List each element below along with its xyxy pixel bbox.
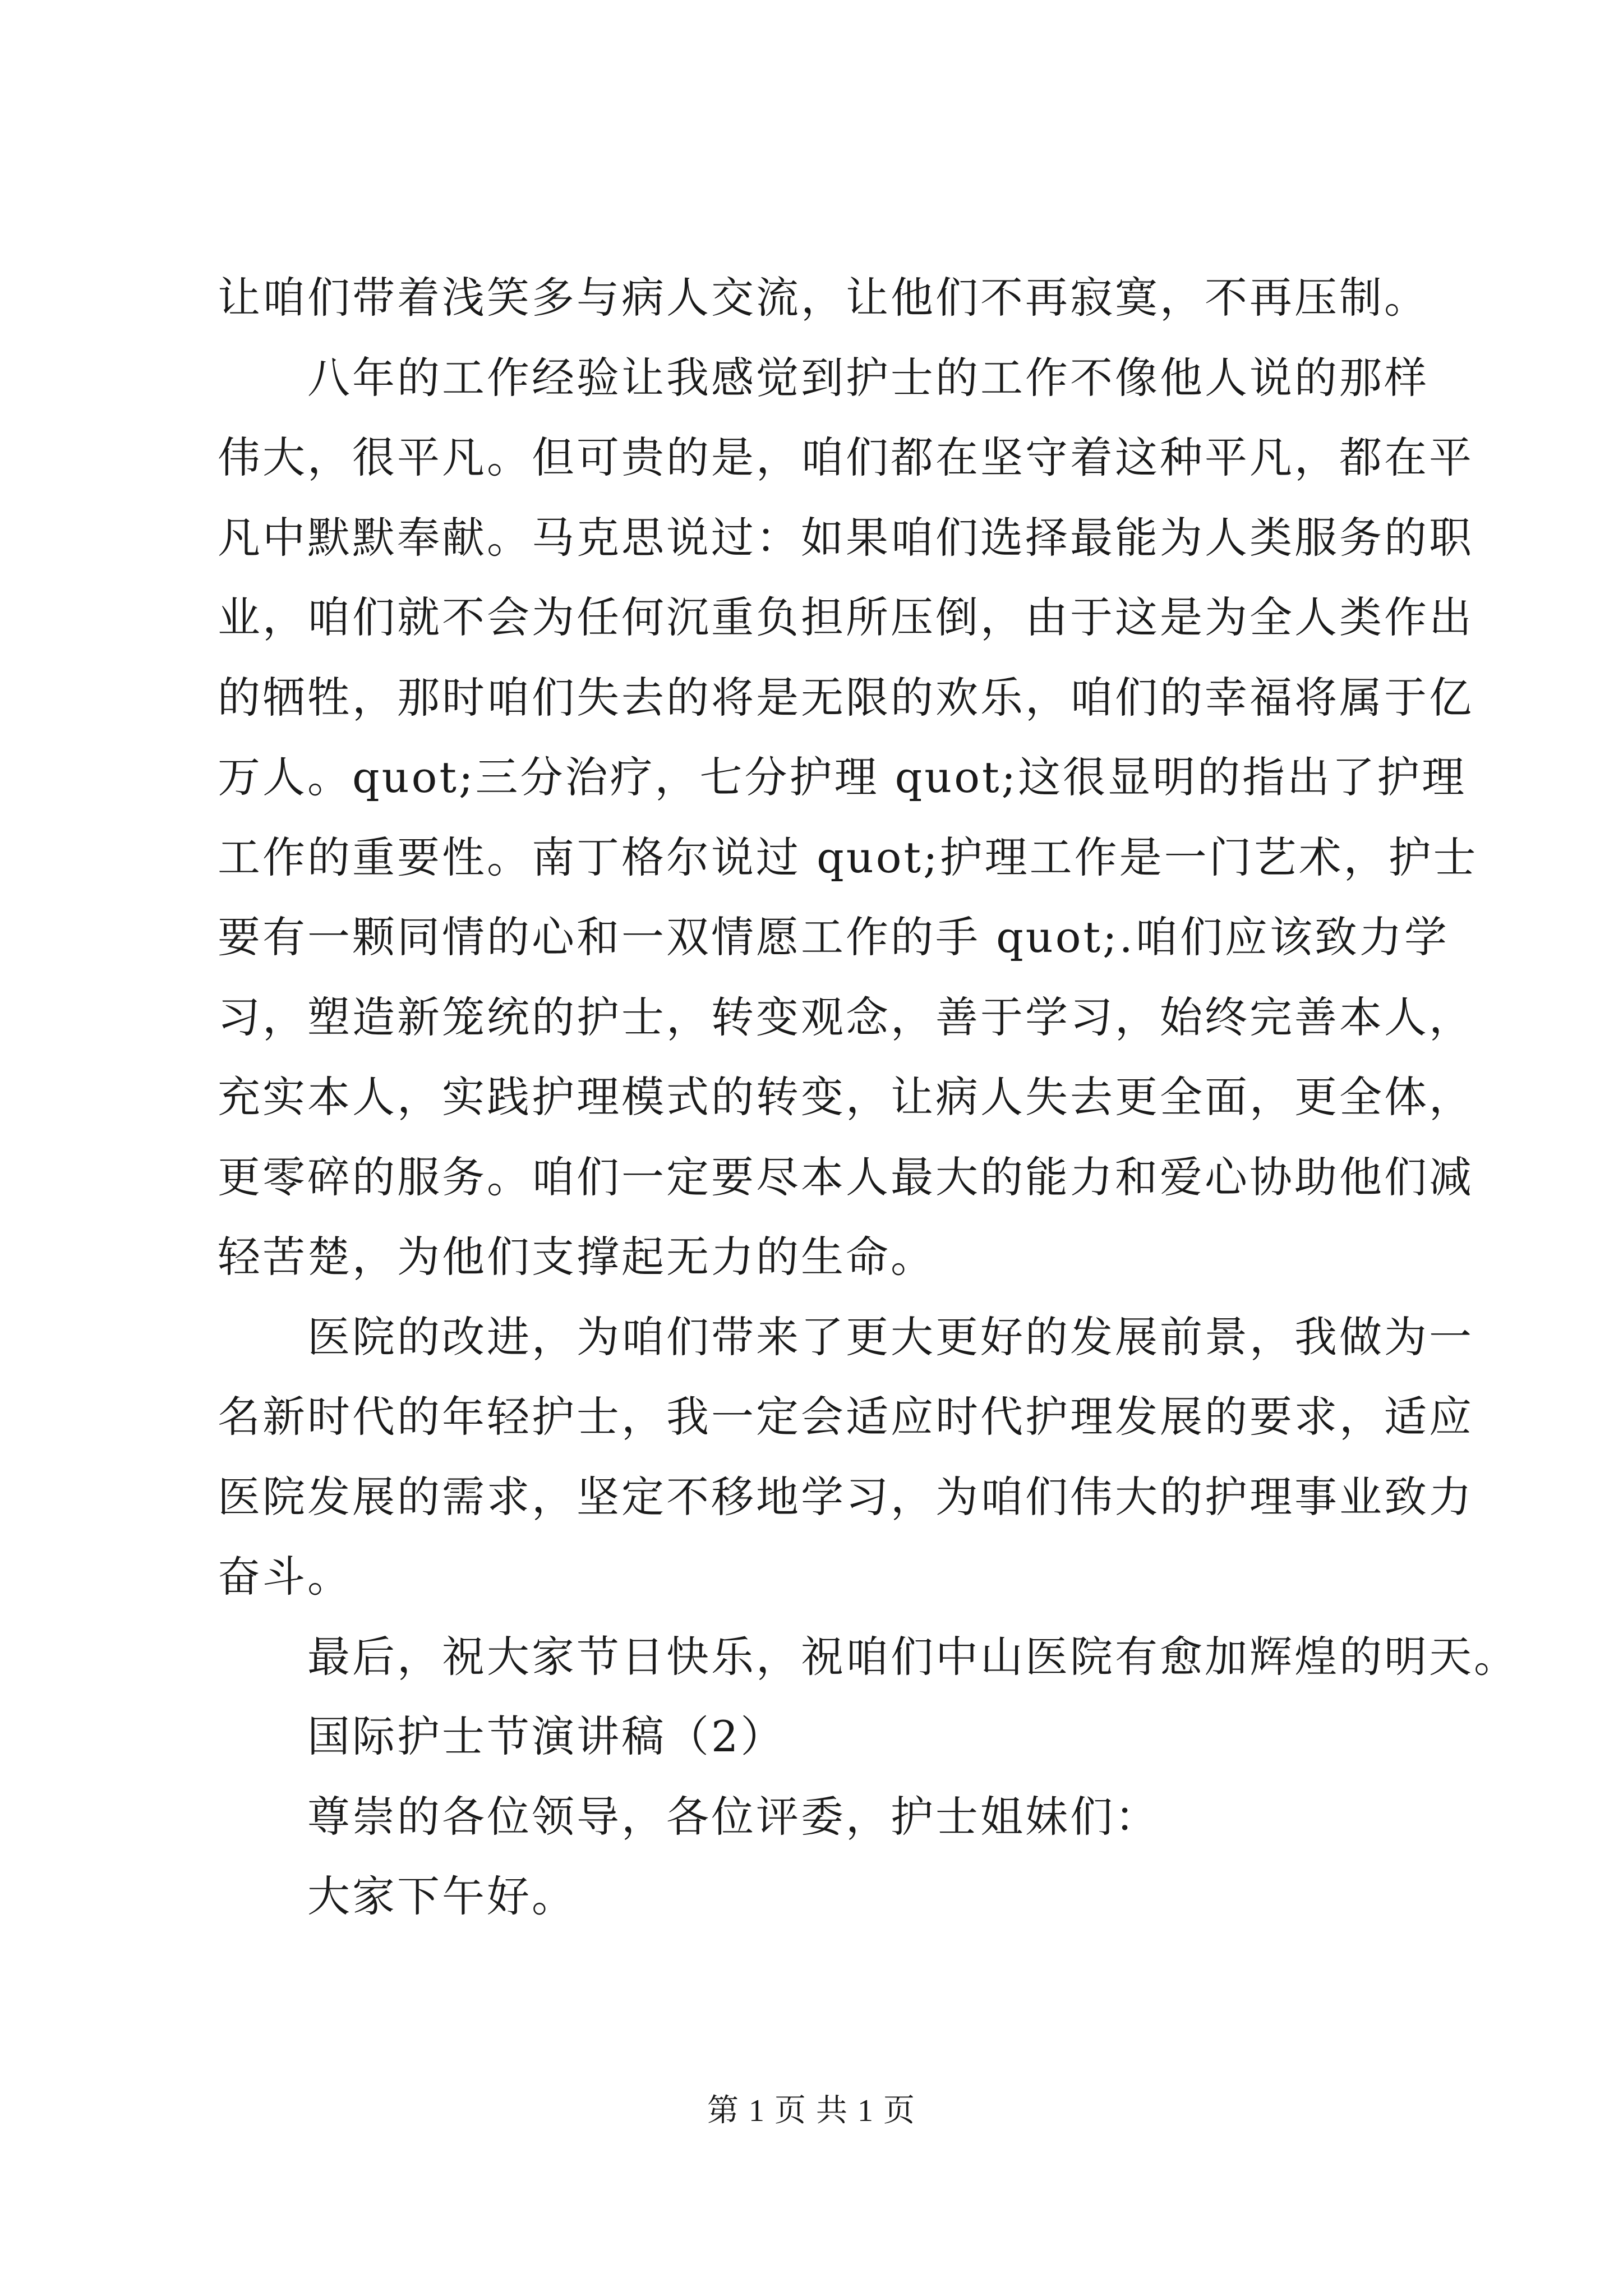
section-heading: 国际护士节演讲稿（2） bbox=[307, 1711, 786, 1761]
text-line: 医院的改进，为咱们带来了更大更好的发展前景，我做为一 bbox=[307, 1312, 1474, 1362]
text-line: 医院发展的需求，坚定不移地学习，为咱们伟大的护理事业致力 bbox=[218, 1471, 1474, 1522]
text-line: 最后，祝大家节日快乐，祝咱们中山医院有愈加辉煌的明天。 bbox=[307, 1631, 1519, 1682]
text-line: 让咱们带着浅笑多与病人交流，让他们不再寂寞，不再压制。 bbox=[218, 273, 1429, 323]
text-line: 伟大，很平凡。但可贵的是，咱们都在坚守着这种平凡，都在平 bbox=[218, 432, 1474, 482]
text-line: 万人。quot;三分治疗，七分护理 quot;这很显明的指出了护理 bbox=[218, 752, 1467, 802]
text-line: 工作的重要性。南丁格尔说过 quot;护理工作是一门艺术，护士 bbox=[218, 832, 1478, 882]
text-line: 奋斗。 bbox=[218, 1552, 352, 1602]
text-line: 更零碎的服务。咱们一定要尽本人最大的能力和爱心协助他们减 bbox=[218, 1152, 1474, 1202]
greeting: 大家下午好。 bbox=[307, 1871, 577, 1921]
text-line: 的牺牲，那时咱们失去的将是无限的欢乐，咱们的幸福将属于亿 bbox=[218, 672, 1474, 723]
document-body bbox=[218, 258, 1519, 1937]
text-line: 轻苦楚，为他们支撑起无力的生命。 bbox=[218, 1232, 935, 1282]
page-footer: 第 1 页 共 1 页 bbox=[707, 2093, 916, 2128]
salutation: 尊崇的各位领导，各位评委，护士姐妹们： bbox=[307, 1791, 1160, 1842]
text-line: 八年的工作经验让我感觉到护士的工作不像他人说的那样 bbox=[307, 352, 1429, 403]
text-line: 要有一颗同情的心和一双情愿工作的手 quot;.咱们应该致力学 bbox=[218, 912, 1449, 962]
text-line: 业，咱们就不会为任何沉重负担所压倒，由于这是为全人类作出 bbox=[218, 592, 1474, 642]
text-line: 习，塑造新笼统的护士，转变观念，善于学习，始终完善本人， bbox=[218, 992, 1474, 1042]
text-line: 名新时代的年轻护士，我一定会适应时代护理发展的要求，适应 bbox=[218, 1392, 1474, 1442]
text-line: 充实本人，实践护理模式的转变，让病人失去更全面，更全体， bbox=[218, 1072, 1474, 1122]
text-line: 凡中默默奉献。马克思说过：如果咱们选择最能为人类服务的职 bbox=[218, 512, 1474, 563]
